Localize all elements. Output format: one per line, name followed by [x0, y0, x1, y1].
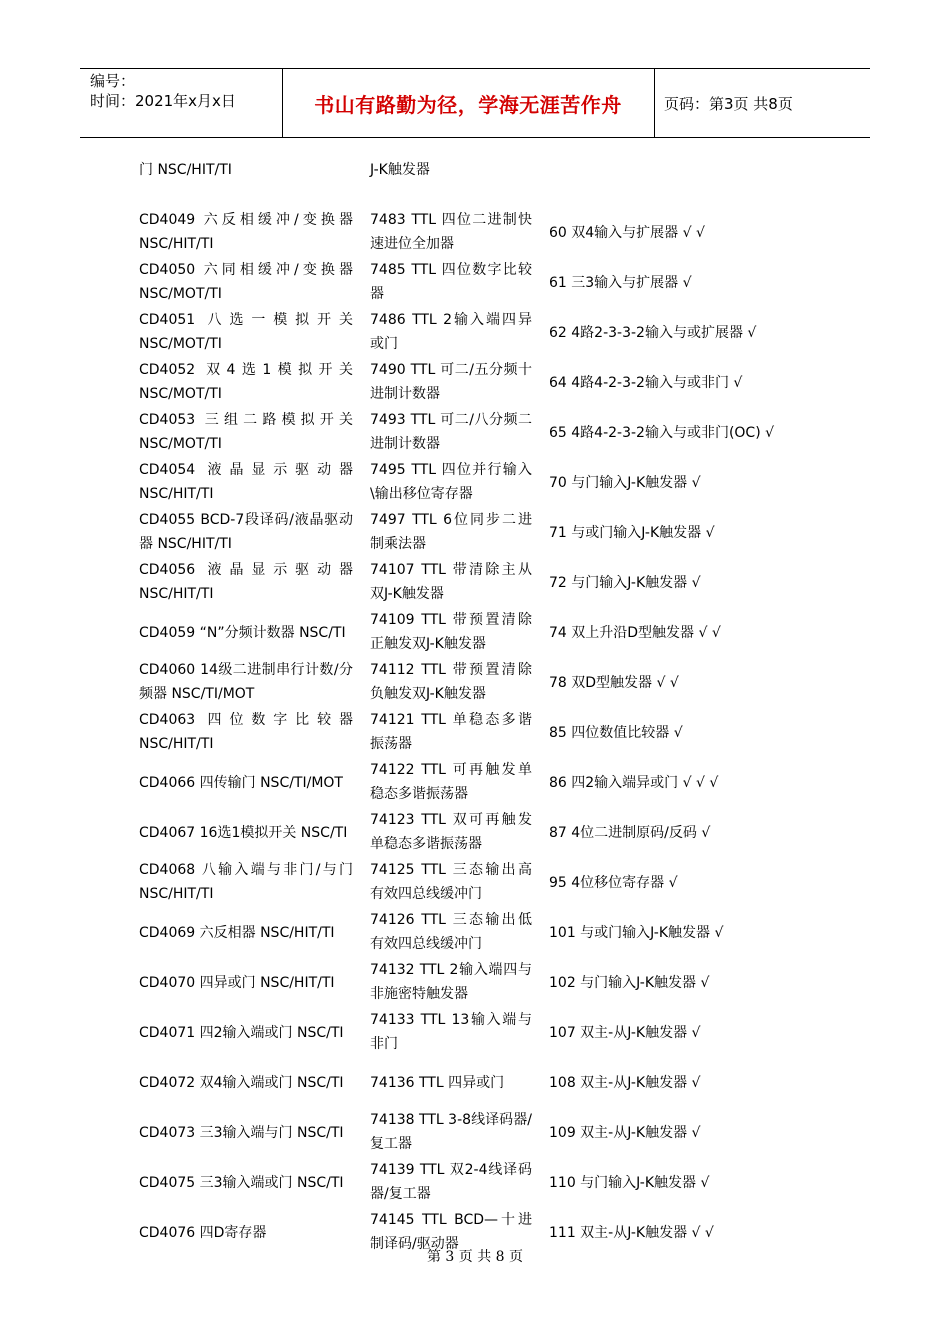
code-part-cell: 78 双D型触发器 √ √: [549, 675, 679, 691]
code-part-cell: [549, 158, 849, 208]
table-row: [0, 858, 950, 908]
cmos-part-cell: CD4066 四传输门 NSC/TI/MOT: [139, 775, 343, 791]
table-row: [0, 458, 950, 508]
cmos-part-cell: CD4050 六同相缓冲/变换器 NSC/MOT/TI: [139, 262, 353, 302]
code-part-cell: 85 四位数值比较器 √: [549, 725, 683, 741]
table-row: [0, 958, 950, 1008]
cmos-part-cell: CD4049 六反相缓冲/变换器 NSC/HIT/TI: [139, 212, 353, 252]
code-part-cell: 64 4路4-2-3-2输入与或非门 √: [549, 375, 743, 391]
code-part-cell: 86 四2输入端异或门 √ √ √: [549, 775, 719, 791]
header-divider: [654, 69, 655, 137]
table-row: [0, 558, 950, 608]
cmos-part-cell: CD4059 “N”分频计数器 NSC/TI: [139, 625, 346, 641]
code-part-cell: 111 双主-从J-K触发器 √ √: [549, 1225, 714, 1241]
cmos-part-cell: CD4070 四异或门 NSC/HIT/TI: [139, 975, 335, 991]
table-row: [0, 608, 950, 658]
ttl-part-cell: 74145 TTL BCD—十进制译码/驱动器: [370, 1212, 532, 1252]
table-row: [0, 1158, 950, 1208]
page-footer: 第 3 页 共 8 页: [426, 1249, 524, 1265]
table-row: [0, 208, 950, 258]
serial-label: 编号：: [90, 72, 136, 90]
cmos-part-cell: 门 NSC/HIT/TI: [139, 162, 232, 178]
cmos-part-cell: CD4052 双4选1模拟开关 NSC/MOT/TI: [139, 362, 353, 402]
code-part-cell: 60 双4输入与扩展器 √ √: [549, 225, 705, 241]
time-label: 时间：2021年x月x日: [90, 92, 236, 110]
header-meta: [90, 71, 236, 111]
ttl-part-cell: 7490 TTL 可二/五分频十进制计数器: [370, 362, 532, 402]
code-part-cell: 65 4路4-2-3-2输入与或非门(OC) √: [549, 425, 775, 441]
code-part-cell: 109 双主-从J-K触发器 √: [549, 1125, 701, 1141]
ttl-part-cell: 7485 TTL 四位数字比较器: [370, 262, 532, 302]
ttl-part-cell: 74132 TTL 2输入端四与非施密特触发器: [370, 962, 532, 1002]
ttl-part-cell: 74109 TTL 带预置清除正触发双J-K触发器: [370, 612, 532, 652]
cmos-part-cell: CD4072 双4输入端或门 NSC/TI: [139, 1075, 344, 1091]
table-row: [0, 408, 950, 458]
code-part-cell: 102 与门输入J-K触发器 √: [549, 975, 710, 991]
cmos-part-cell: CD4054 液晶显示驱动器 NSC/HIT/TI: [139, 462, 353, 502]
code-part-cell: 74 双上升沿D型触发器 √ √: [549, 625, 721, 641]
table-row: [0, 358, 950, 408]
header-page-number: 页码：第3页 共8页: [664, 94, 793, 113]
cmos-part-cell: CD4063 四位数字比较器 NSC/HIT/TI: [139, 712, 353, 752]
code-part-cell: 62 4路2-3-3-2输入与或扩展器 √: [549, 325, 757, 341]
ttl-part-cell: 74126 TTL 三态输出低有效四总线缓冲门: [370, 912, 532, 952]
ttl-part-cell: 7483 TTL 四位二进制快速进位全加器: [370, 212, 532, 252]
code-part-cell: 108 双主-从J-K触发器 √: [549, 1075, 701, 1091]
code-part-cell: 110 与门输入J-K触发器 √: [549, 1175, 710, 1191]
ttl-part-cell: 74107 TTL 带清除主从双J-K触发器: [370, 562, 532, 602]
table-row: [0, 308, 950, 358]
ttl-part-cell: J-K触发器: [370, 162, 430, 178]
cmos-part-cell: CD4067 16选1模拟开关 NSC/TI: [139, 825, 348, 841]
cmos-part-cell: CD4071 四2输入端或门 NSC/TI: [139, 1025, 344, 1041]
page-header: [80, 68, 870, 138]
cmos-part-cell: CD4075 三3输入端或门 NSC/TI: [139, 1175, 344, 1191]
table-row: [0, 508, 950, 558]
ttl-part-cell: 74122 TTL 可再触发单稳态多谐振荡器: [370, 762, 532, 802]
table-row: [0, 258, 950, 308]
ttl-part-cell: 7497 TTL 6位同步二进制乘法器: [370, 512, 532, 552]
ttl-part-cell: 7495 TTL 四位并行输入\输出移位寄存器: [370, 462, 532, 502]
ttl-part-cell: 74138 TTL 3-8线译码器/复工器: [370, 1112, 532, 1152]
ttl-part-cell: 74112 TTL 带预置清除负触发双J-K触发器: [370, 662, 532, 702]
table-row: [0, 808, 950, 858]
code-part-cell: 72 与门输入J-K触发器 √: [549, 575, 701, 591]
cmos-part-cell: CD4051 八选一模拟开关 NSC/MOT/TI: [139, 312, 353, 352]
ttl-part-cell: 74136 TTL 四异或门: [370, 1075, 505, 1091]
cmos-part-cell: CD4060 14级二进制串行计数/分频器 NSC/TI/MOT: [139, 662, 353, 702]
table-row: [0, 1008, 950, 1058]
table-row: [0, 158, 950, 208]
ttl-part-cell: 74139 TTL 双2-4线译码器/复工器: [370, 1162, 532, 1202]
ttl-part-cell: 74125 TTL 三态输出高有效四总线缓冲门: [370, 862, 532, 902]
table-row: [0, 758, 950, 808]
cmos-part-cell: CD4073 三3输入端与门 NSC/TI: [139, 1125, 344, 1141]
ttl-part-cell: 74121 TTL 单稳态多谐振荡器: [370, 712, 532, 752]
header-motto: 书山有路勤为径，学海无涯苦作舟: [314, 92, 622, 117]
code-part-cell: 61 三3输入与扩展器 √: [549, 275, 692, 291]
code-part-cell: 101 与或门输入J-K触发器 √: [549, 925, 724, 941]
cmos-part-cell: CD4055 BCD-7段译码/液晶驱动器 NSC/HIT/TI: [139, 512, 353, 552]
code-part-cell: 107 双主-从J-K触发器 √: [549, 1025, 701, 1041]
table-row: [0, 708, 950, 758]
table-row: [0, 658, 950, 708]
cmos-part-cell: CD4069 六反相器 NSC/HIT/TI: [139, 925, 335, 941]
cmos-part-cell: CD4076 四D寄存器: [139, 1225, 267, 1241]
ttl-part-cell: 74123 TTL 双可再触发单稳态多谐振荡器: [370, 812, 532, 852]
ttl-part-cell: 74133 TTL 13输入端与非门: [370, 1012, 532, 1052]
cmos-part-cell: CD4056 液晶显示驱动器 NSC/HIT/TI: [139, 562, 353, 602]
code-part-cell: 70 与门输入J-K触发器 √: [549, 475, 701, 491]
table-row: [0, 1058, 950, 1108]
code-part-cell: 87 4位二进制原码/反码 √: [549, 825, 711, 841]
code-part-cell: 95 4位移位寄存器 √: [549, 875, 678, 891]
cmos-part-cell: CD4053 三组二路模拟开关 NSC/MOT/TI: [139, 412, 353, 452]
table-row: [0, 1108, 950, 1158]
code-part-cell: 71 与或门输入J-K触发器 √: [549, 525, 715, 541]
table-row: [0, 908, 950, 958]
ttl-part-cell: 7493 TTL 可二/八分频二进制计数器: [370, 412, 532, 452]
ttl-part-cell: 7486 TTL 2输入端四异或门: [370, 312, 532, 352]
cmos-part-cell: CD4068 八输入端与非门/与门 NSC/HIT/TI: [139, 862, 353, 902]
